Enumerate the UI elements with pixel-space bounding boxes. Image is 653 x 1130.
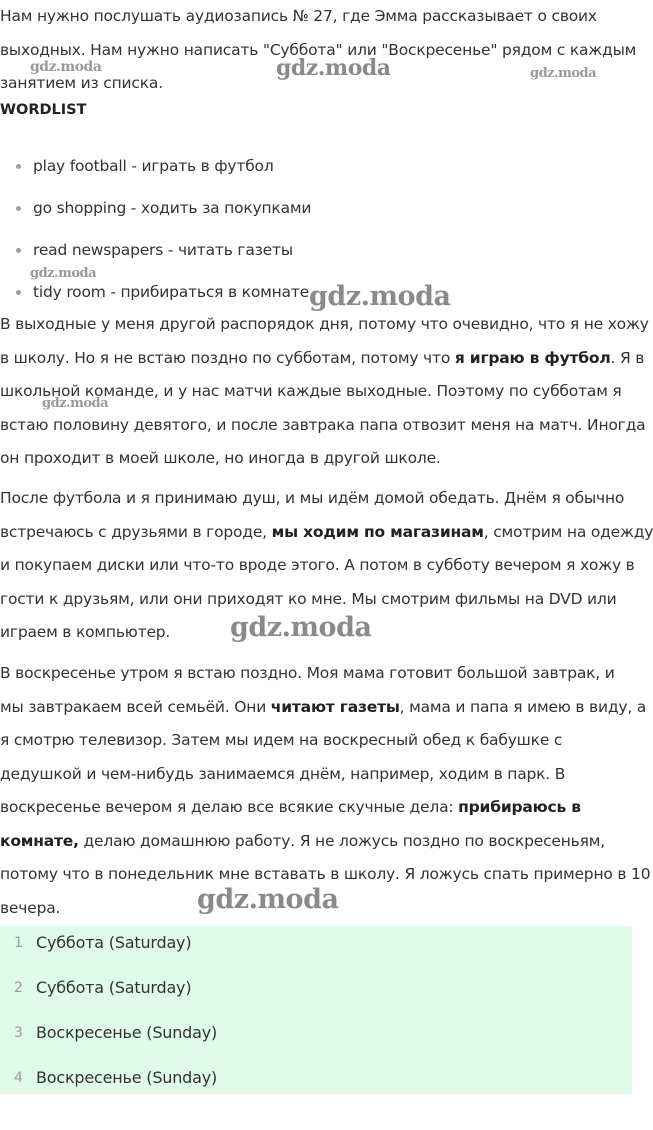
watermark: gdz.moda — [309, 281, 451, 312]
answer-text: Воскресенье (Sunday) — [36, 1023, 218, 1042]
watermark: gdz.moda — [30, 266, 97, 281]
highlight-text: прибираюсь в — [458, 798, 581, 816]
highlight-text: мы ходим по магазинам — [271, 522, 484, 541]
text-paragraph: После футбола и я принимаю душ, и мы идём домой обедать. Днём я обычно встречаюсь с друзьями в городе, мы ходим по магазинам, смотрим на одежду и покупаем диски или что-то вроде этого. А потом в субботу вечером я хожу в гости к друзьям, или они приходят ко мне. Мы смотрим фильмы на DVD или играем в компьютер. — [0, 489, 653, 641]
watermark: gdz.moda — [42, 396, 109, 411]
list-item: play football - играть в футбол — [0, 148, 632, 190]
answer-text: Суббота (Saturday) — [36, 978, 192, 997]
highlight-text: комнате, — [0, 831, 79, 850]
watermark: gdz.moda — [530, 66, 597, 81]
text-paragraph: В выходные у меня другой распорядок дня, потому что очевидно, что я не хожу в школу. Но я не встаю поздно по субботам, потому что я играю в футбол. Я в школьной команде, и у нас матчи каждые выходные. Поэтому по субботам я встаю половину девятого, и после завтрака папа отвозит меня на матч. Иногда он проходит в моей школе, но иногда в другой школе. — [0, 315, 649, 467]
intro-line: Нам нужно послушать аудиозапись № 27, где Эмма рассказывает о своих — [0, 7, 597, 25]
highlight-text: я играю в футбол — [454, 348, 611, 367]
answer-text: Суббота (Saturday) — [36, 933, 192, 952]
answers-box — [0, 926, 632, 1094]
answer-number: 3 — [14, 1025, 23, 1041]
watermark: gdz.moda — [30, 59, 102, 75]
answer-row — [0, 928, 632, 958]
answer-number: 4 — [14, 1070, 23, 1086]
answer-row — [0, 1018, 632, 1048]
text-paragraph: В воскресенье утром я встаю поздно. Моя мама готовит большой завтрак, и мы завтракаем всей семьёй. Они читают газеты, мама и папа я имею в виду, а я смотрю телевизор. Затем мы идем на воскресный обед к бабушке с дедушкой и чем-нибудь занимаемся днём, например, ходим в парк. В воскресенье вечером я делаю все всякие скучные дела: прибираюсь в комнате, делаю домашнюю работу. Я не ложусь поздно по воскресеньям, потому что в понедельник мне вставать в школу. Я ложусь спать примерно в 10 вечера. — [0, 664, 651, 917]
bullet-icon — [16, 206, 21, 211]
answer-number: 2 — [14, 980, 23, 996]
intro-line: выходных. Нам нужно написать "Суббота" или "Воскресенье" рядом с каждым — [0, 40, 637, 59]
list-item: go shopping - ходить за покупками — [0, 190, 632, 232]
intro-line: занятием из списка. — [0, 74, 163, 92]
intro-paragraph — [0, 0, 637, 101]
answer-row — [0, 1063, 632, 1093]
bullet-icon — [16, 290, 21, 295]
watermark: gdz.moda — [197, 884, 339, 915]
bullet-icon — [16, 248, 21, 253]
answer-number: 1 — [14, 935, 23, 951]
list-item: read newspapers - читать газеты — [0, 232, 632, 274]
wordlist-heading: WORDLIST — [0, 102, 87, 118]
answer-row — [0, 973, 632, 1003]
answer-text: Воскресенье (Sunday) — [36, 1068, 218, 1087]
watermark: gdz.moda — [276, 55, 391, 81]
highlight-text: читают газеты — [270, 697, 400, 716]
bullet-icon — [16, 164, 21, 169]
watermark: gdz.moda — [230, 612, 372, 643]
list-item: tidy room - прибираться в комнате — [0, 274, 632, 316]
